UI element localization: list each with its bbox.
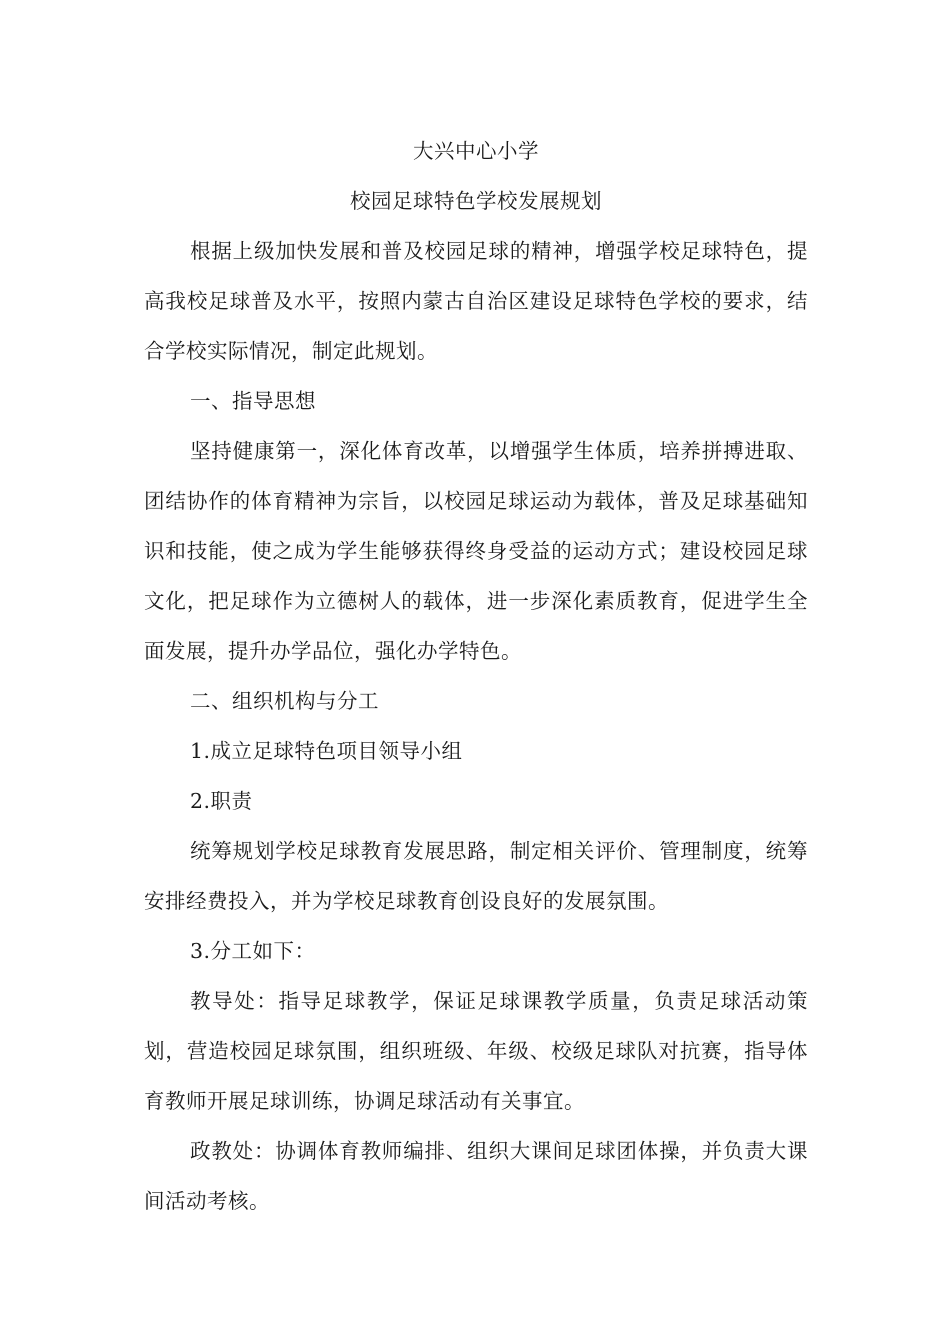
duties-paragraph: 统筹规划学校足球教育发展思路，制定相关评价、管理制度，统筹安排经费投入，并为学校足球教育创设良好的发展氛围。 xyxy=(144,839,808,913)
political-education-paragraph: 政教处：协调体育教师编排、组织大课间足球团体操，并负责大课间活动考核。 xyxy=(144,1139,808,1213)
section-heading-organization: 二、组织机构与分工 xyxy=(190,689,379,713)
academic-affairs-paragraph: 教导处：指导足球教学，保证足球课教学质量，负责足球活动策划，营造校园足球氛围，组织班级、年级、校级足球队对抗赛，指导体育教师开展足球训练，协调足球活动有关事宜。 xyxy=(144,989,808,1113)
intro-paragraph: 根据上级加快发展和普及校园足球的精神，增强学校足球特色，提高我校足球普及水平，按照内蒙古自治区建设足球特色学校的要求，结合学校实际情况，制定此规划。 xyxy=(144,239,808,363)
document-body xyxy=(144,126,808,1226)
document-title: 校园足球特色学校发展规划 xyxy=(350,189,602,213)
section-heading-guiding-ideology: 一、指导思想 xyxy=(190,389,316,413)
school-name: 大兴中心小学 xyxy=(413,139,539,163)
item-division-of-labor: 3.分工如下： xyxy=(190,939,316,963)
item-leadership-group: 1.成立足球特色项目领导小组 xyxy=(190,739,463,763)
item-duties: 2.职责 xyxy=(190,789,253,813)
guiding-ideology-paragraph: 坚持健康第一，深化体育改革，以增强学生体质，培养拼搏进取、团结协作的体育精神为宗旨，以校园足球运动为载体，普及足球基础知识和技能，使之成为学生能够获得终身受益的运动方式；建设校园足球文化，把足球作为立德树人的载体，进一步深化素质教育，促进学生全面发展，提升办学品位，强化办学特色。 xyxy=(144,439,808,663)
